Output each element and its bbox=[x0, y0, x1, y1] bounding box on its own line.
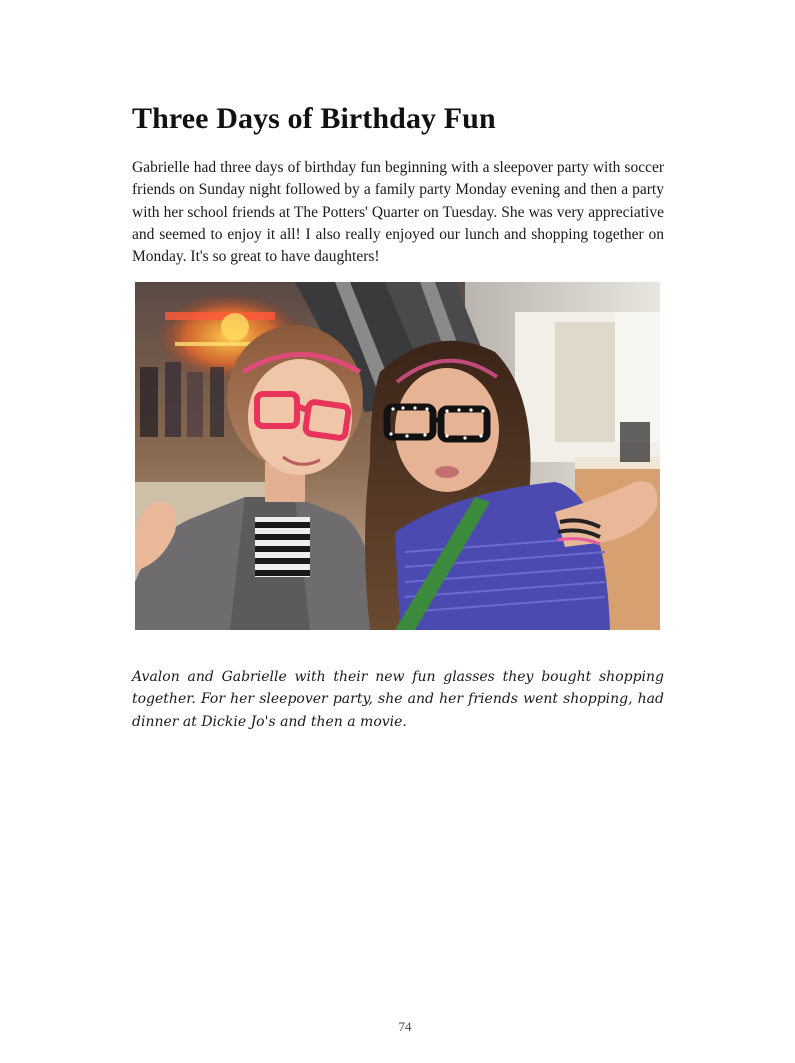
photo-caption: Avalon and Gabrielle with their new fun glasses they bought shopping together. For her sleepover party, she and her friends went shopping, had dinner at Dickie Jo's and then a movie. bbox=[132, 669, 664, 730]
photo-illustration bbox=[135, 282, 660, 630]
photo-two-girls-with-fun-glasses bbox=[135, 282, 660, 630]
page-title: Three Days of Birthday Fun bbox=[132, 102, 496, 135]
page-number: 74 bbox=[398, 1019, 412, 1034]
body-paragraph: Gabrielle had three days of birthday fun beginning with a sleepover party with soccer friends on Sunday night followed by a family party Monday evening and then a party with her school friends at The Potters' Quarter on Tuesday. She was very appreciative and seemed to enjoy it all! I also really enjoyed our lunch and shopping together on Monday. It's so great to have daughters! bbox=[132, 159, 664, 266]
